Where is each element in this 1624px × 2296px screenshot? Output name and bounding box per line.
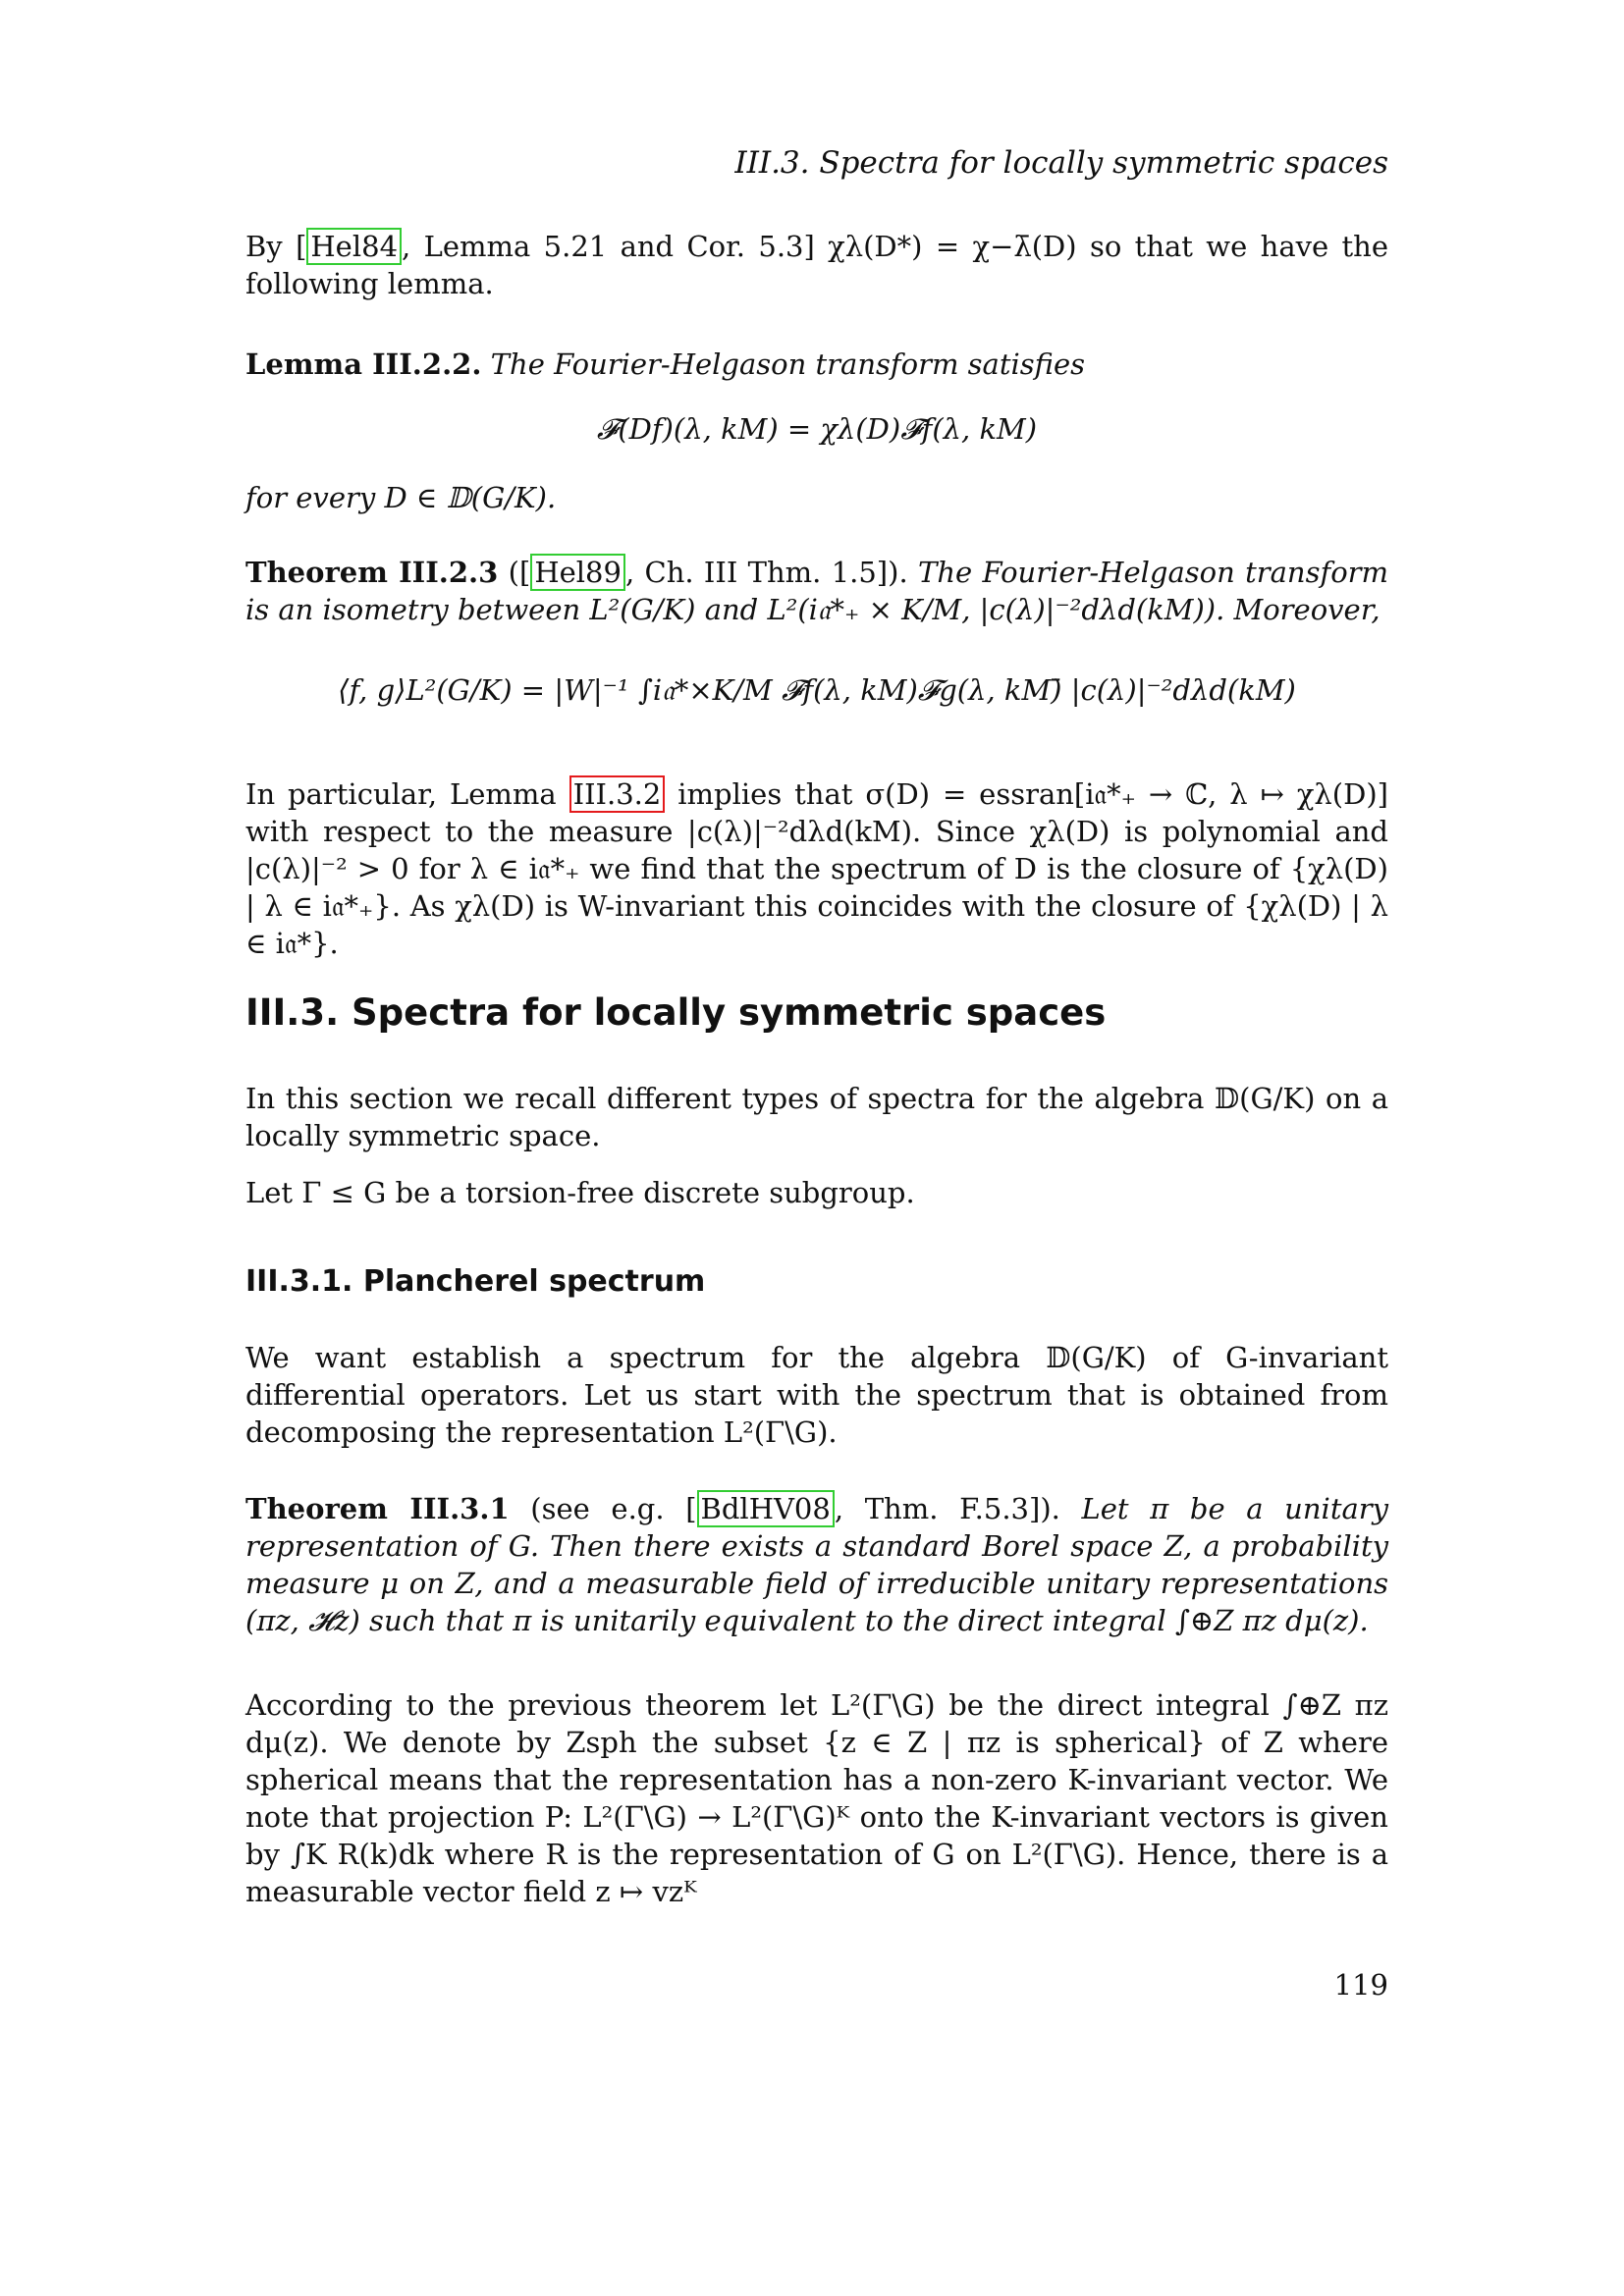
lemma-statement (245, 346, 1388, 383)
according-paragraph: According to the previous theorem let L²(Γ\G) be the direct integral ∫⊕Z πz dμ(z). We denote by Zsph the subset {z ∈ Z | πz is spherical} of Z where spherical means that the representation has a non-zero K-invariant vector. We note that projection P: L²(Γ\G) → L²(Γ\G)ᴷ onto the K-invariant vectors is given by ∫K R(k)dk where R is the representation of G on L²(Γ\G). Hence, there is a measurable vector field z ↦ vzᴷ (245, 1688, 1388, 1908)
theorem-223-label: Theorem III.2.3 (245, 556, 499, 589)
theorem-223-text: The Fourier-Helgason transform is an isometry between L²(G/K) and L²(i𝔞*₊ × K/M, |c(λ)|⁻²dλd(kM)). Moreover, (245, 556, 1389, 626)
particular-paragraph (245, 775, 1388, 962)
lemma-equation: 𝓕(Df)(λ, kM) = χλ(D)𝓕f(λ, kM) (596, 412, 1038, 446)
lemma-label: Lemma III.2.2. (245, 347, 482, 381)
running-head: III.3. Spectra for locally symmetric spaces (734, 145, 1388, 181)
theorem-331-text: Let π be a unitary representation of G. Then there exists a standard Borel space Z, a probability measure μ on Z, and a measurable field of irreducible unitary representations (πz, 𝓗z) such that π is unitarily equivalent to the direct integral ∫⊕Z πz dμ(z). (245, 1492, 1389, 1637)
theorem-223-close: , Ch. III Thm. 1.5]). (624, 556, 908, 589)
theorem-223-open: ([ (498, 556, 531, 589)
theorem-223-equation: ⟨f, g⟩L²(G/K) = |W|⁻¹ ∫i𝔞*×K/M 𝓕f(λ, kM)𝓕g(λ, kM)̄ |c(λ)|⁻²dλd(kM) (338, 673, 1296, 707)
intro-paragraph: By [ Hel84 , Lemma 5.21 and Cor. 5.3] χλ(D*) = χ−λ̄(D) so that we have the following lemma. (245, 230, 1388, 300)
theorem-331 (245, 1490, 1388, 1639)
section-paragraph-1: In this section we recall different types of spectra for the algebra 𝔻(G/K) on a locally symmetric space. (245, 1082, 1388, 1152)
theorem-331-close: , Thm. F.5.3]). (834, 1492, 1060, 1525)
particular-text: implies that σ(D) = essran[i𝔞*₊ → ℂ, λ ↦ χλ(D)] with respect to the measure |c(λ)|⁻²dλd(kM). Since χλ(D) is polynomial and |c(λ)|⁻² > 0 for λ ∈ i𝔞*₊ we find that the spectrum of D is the closure of {χλ(D) | λ ∈ i𝔞*₊}. As χλ(D) is W-invariant this coincides with the closure of {χλ(D) | λ ∈ i𝔞*}. (245, 777, 1388, 960)
theorem-331-open: (see e.g. [ (509, 1492, 697, 1525)
intro-text: , Lemma 5.21 and Cor. 5.3] χλ(D*) = χ−λ̄(D) so that we have the following lemma. (245, 230, 1388, 300)
subsection-heading: III.3.1. Plancherel spectrum (245, 1264, 706, 1299)
theorem-331-label: Theorem III.3.1 (245, 1492, 510, 1525)
subsection-paragraph: We want establish a spectrum for the algebra 𝔻(G/K) of G-invariant differential operators. Let us start with the spectrum that is obtained from decomposing the representation L²(Γ\G). (245, 1341, 1388, 1449)
citation-hel89-link[interactable]: Hel89 (530, 554, 625, 591)
theorem-223 (245, 554, 1388, 628)
lemma-suffix: for every D ∈ 𝔻(G/K). (245, 481, 557, 514)
citation-bdlhv08-link[interactable]: BdlHV08 (697, 1490, 835, 1527)
page-number: 119 (1333, 1968, 1388, 2002)
section-paragraph-2: Let Γ ≤ G be a torsion-free discrete subgroup. (245, 1176, 915, 1209)
section-heading: III.3. Spectra for locally symmetric spaces (245, 991, 1107, 1034)
lemma-332-link[interactable]: III.3.2 (569, 775, 666, 813)
intro-prefix: By (245, 230, 297, 263)
lemma-text: The Fourier-Helgason transform satisfies (490, 347, 1086, 381)
citation-hel84-link[interactable]: Hel84 (306, 228, 402, 265)
particular-prefix: In particular, Lemma (245, 777, 569, 811)
